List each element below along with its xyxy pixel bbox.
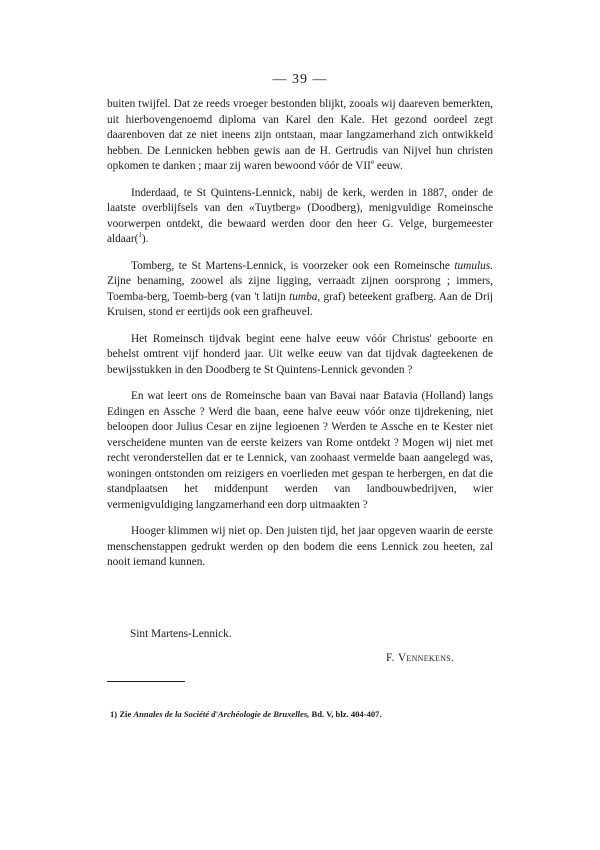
- footnote-journal: Annales de la Société d'Archéologie de Bruxelles,: [133, 709, 310, 719]
- footnote-text: Bd. V, blz. 404-407.: [309, 709, 382, 719]
- footnote-text: Zie: [117, 709, 134, 719]
- italic-term: tumba,: [289, 290, 321, 303]
- superscript: e: [370, 158, 375, 167]
- italic-term: tumulus.: [454, 259, 493, 272]
- footnote-marker: 1): [110, 709, 118, 719]
- paragraph-1-text: buiten twijfel. Dat ze reeds vroeger bestonden blijkt, zooals wij daareven bemerkten, uit hierbovengenoemd diploma van Karel den Kale. Het gezond oordeel zegt daarenboven dat ze niet ineens zijn ontstaan, maar langzamerhand zich ontwikkeld hebben. De Lennicken hebben gewis aan de H. Gertrudis van Nijvel hun christen opkomen te danken ; maar zij waren bewoond vóór de VII: [107, 98, 493, 172]
- signature: [386, 652, 454, 664]
- paragraph-6: Hooger klimmen wij niet op. Den juisten tijd, het jaar opgeven waarin de eerste menschenstappen gedrukt werden op den bodem die eens Lennick zou heeten, zal nooit iemand kunnen.: [107, 525, 493, 568]
- paragraph-3: [107, 259, 493, 321]
- paragraph-2-end: ).: [141, 233, 149, 245]
- paragraph-4: Het Romeinsch tijdvak begint eene halve eeuw vóór Christus' geboorte en behelst omtrent vijf honderd jaar. Uit welke eeuw van dat tijdvak dagteekenen de bewijsstukken in den Doodberg te St Quintens-Lennick gevonden ?: [107, 332, 493, 376]
- footnote-divider: [107, 681, 185, 682]
- body-text: [107, 97, 493, 582]
- paragraph-3-text: Zijne benaming, zoowel als zijne ligging, verraadt zijnen oorsprong ; immers, Toemba-berg, Toemb-berg (van 't latijn: [107, 275, 493, 303]
- paragraph-2-text: Inderdaad, te St Quintens-Lennick, nabij de kerk, werden in 1887, onder de laatste overblijfsels van den «Tuytberg» (Doodberg), menigvuldige Romeinsche voorwerpen ontdekt, die bewaard werden door den heer G. Velge, burgemeester aldaar(: [107, 186, 493, 245]
- paragraph-5: En wat leert ons de Romeinsche baan van Bavai naar Batavia (Holland) langs Edingen en Assche ? Werd die baan, eene halve eeuw vóór onze tijdrekening, niet beloopen door Julius Cesar en zijne legioenen ? Werden te Assche en te Kester niet verscheidene munten van de eerste keizers van Rome ontdekt ? Mogen wij niet met recht veronderstellen dat er te Lennick, van zoohaast vermelde baan aangelegd was, woningen ontstonden om reizigers en voerlieden met gespan te herbergen, en dat die standplaatsen het middenpunt werden van landbouwbedrijven, wier vermenigvuldiging langzamerhand een dorp uitmaakten ?: [107, 390, 493, 511]
- footnote: [110, 709, 490, 719]
- paragraph-3-text: graf) beteekent grafberg. Aan de Drij Kruisen, stond er eertijds ook een grafheuvel.: [107, 290, 493, 318]
- footnote-ref: 1: [138, 231, 142, 240]
- page-number: — 39 —: [272, 72, 328, 87]
- paragraph-1: [107, 97, 493, 175]
- signature-name: Vennekens.: [397, 652, 455, 664]
- paragraph-3-text: Tomberg, te St Martens-Lennick, is voorzeker ook een Romeinsche: [131, 259, 455, 272]
- paragraph-2: [107, 186, 493, 248]
- signature-initial: F.: [386, 652, 395, 664]
- paragraph-1-end: eeuw.: [374, 160, 403, 172]
- place-line: Sint Martens-Lennick.: [130, 628, 232, 640]
